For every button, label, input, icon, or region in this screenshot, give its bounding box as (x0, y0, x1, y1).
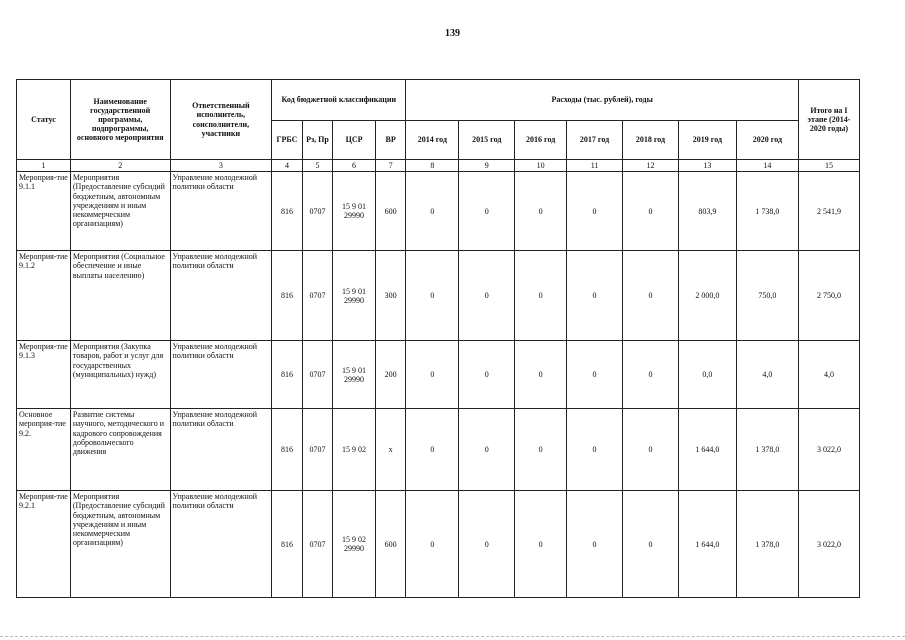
page-number: 139 (445, 28, 460, 39)
row-vr: 200 (375, 341, 406, 409)
header-2015: 2015 год (459, 121, 515, 160)
header-executor: Ответственный исполнитель, соисполнители, участники (170, 80, 272, 160)
row-2014: 0 (406, 409, 459, 491)
row-2019: 0,0 (678, 341, 736, 409)
bottom-divider (0, 636, 905, 637)
row-grbs: 816 (272, 251, 303, 341)
header-name: Наименование государственной программы, подпрограммы, основного мероприятия (70, 80, 170, 160)
header-2018: 2018 год (623, 121, 679, 160)
row-executor: Управление молодежной политики области (170, 341, 272, 409)
row-2016: 0 (515, 409, 567, 491)
column-number: 5 (302, 160, 333, 172)
row-2018: 0 (623, 341, 679, 409)
column-number: 3 (170, 160, 272, 172)
row-2015: 0 (459, 251, 515, 341)
row-total: 3 022,0 (798, 491, 859, 598)
column-number: 6 (333, 160, 376, 172)
row-2014: 0 (406, 341, 459, 409)
table-row (17, 341, 860, 409)
row-rzpr: 0707 (302, 491, 333, 598)
row-total: 4,0 (798, 341, 859, 409)
row-rzpr: 0707 (302, 341, 333, 409)
row-vr: 600 (375, 491, 406, 598)
column-number: 14 (736, 160, 798, 172)
row-2014: 0 (406, 491, 459, 598)
row-total: 2 750,0 (798, 251, 859, 341)
header-total: Итого на I этапе (2014-2020 годы) (798, 80, 859, 160)
row-status: Основное мероприя-тие 9.2. (17, 409, 71, 491)
column-number-row (17, 160, 860, 172)
row-2020: 1 378,0 (736, 491, 798, 598)
row-2017: 0 (567, 409, 623, 491)
column-number: 13 (678, 160, 736, 172)
row-2019: 1 644,0 (678, 409, 736, 491)
row-csr: 15 9 01 29990 (333, 341, 376, 409)
row-executor: Управление молодежной политики области (170, 251, 272, 341)
row-grbs: 816 (272, 409, 303, 491)
header-status: Статус (17, 80, 71, 160)
table-row (17, 172, 860, 251)
row-csr: 15 9 01 29990 (333, 172, 376, 251)
row-total: 3 022,0 (798, 409, 859, 491)
header-budget-code: Код бюджетной классификации (272, 80, 406, 121)
row-2016: 0 (515, 251, 567, 341)
header-vr: ВР (375, 121, 406, 160)
row-name: Мероприятия (Закупка товаров, работ и услуг для государственных (муниципальных) нужд) (70, 341, 170, 409)
column-number: 4 (272, 160, 303, 172)
row-2014: 0 (406, 172, 459, 251)
column-number: 8 (406, 160, 459, 172)
header-2020: 2020 год (736, 121, 798, 160)
column-number: 15 (798, 160, 859, 172)
row-csr: 15 9 02 (333, 409, 376, 491)
row-executor: Управление молодежной политики области (170, 172, 272, 251)
column-number: 10 (515, 160, 567, 172)
row-2018: 0 (623, 409, 679, 491)
row-2016: 0 (515, 341, 567, 409)
row-name: Мероприятия (Предоставление субсидий бюджетным, автономным учреждениям и иным некоммерческим организациям) (70, 491, 170, 598)
header-csr: ЦСР (333, 121, 376, 160)
row-2017: 0 (567, 172, 623, 251)
row-2016: 0 (515, 491, 567, 598)
row-rzpr: 0707 (302, 172, 333, 251)
header-rzpr: Рз, Пр (302, 121, 333, 160)
row-status: Мероприя-тие 9.2.1 (17, 491, 71, 598)
table-row (17, 251, 860, 341)
table-row (17, 491, 860, 598)
row-grbs: 816 (272, 491, 303, 598)
table-row (17, 409, 860, 491)
row-2015: 0 (459, 409, 515, 491)
row-2017: 0 (567, 491, 623, 598)
row-2018: 0 (623, 491, 679, 598)
row-2018: 0 (623, 251, 679, 341)
row-name: Развитие системы научного, методического и кадрового сопровождения добровольческого движения (70, 409, 170, 491)
row-2017: 0 (567, 341, 623, 409)
row-name: Мероприятия (Социальное обеспечение и иные выплаты населению) (70, 251, 170, 341)
row-rzpr: 0707 (302, 409, 333, 491)
row-csr: 15 9 01 29990 (333, 251, 376, 341)
row-2019: 2 000,0 (678, 251, 736, 341)
row-2017: 0 (567, 251, 623, 341)
header-2014: 2014 год (406, 121, 459, 160)
row-csr: 15 9 02 29990 (333, 491, 376, 598)
budget-table (16, 79, 860, 598)
row-2015: 0 (459, 172, 515, 251)
row-2018: 0 (623, 172, 679, 251)
header-2019: 2019 год (678, 121, 736, 160)
row-vr: 600 (375, 172, 406, 251)
row-grbs: 816 (272, 172, 303, 251)
row-vr: х (375, 409, 406, 491)
row-2020: 1 738,0 (736, 172, 798, 251)
header-2017: 2017 год (567, 121, 623, 160)
header-expenses: Расходы (тыс. рублей), годы (406, 80, 798, 121)
row-2015: 0 (459, 341, 515, 409)
row-total: 2 541,9 (798, 172, 859, 251)
column-number: 9 (459, 160, 515, 172)
row-2016: 0 (515, 172, 567, 251)
column-number: 2 (70, 160, 170, 172)
row-2019: 1 644,0 (678, 491, 736, 598)
row-2019: 803,9 (678, 172, 736, 251)
row-grbs: 816 (272, 341, 303, 409)
row-vr: 300 (375, 251, 406, 341)
row-status: Мероприя-тие 9.1.2 (17, 251, 71, 341)
column-number: 7 (375, 160, 406, 172)
column-number: 11 (567, 160, 623, 172)
row-name: Мероприятия (Предоставление субсидий бюджетным, автономным учреждениям и иным некоммерческим организациям) (70, 172, 170, 251)
row-executor: Управление молодежной политики области (170, 409, 272, 491)
row-rzpr: 0707 (302, 251, 333, 341)
row-2020: 4,0 (736, 341, 798, 409)
row-2015: 0 (459, 491, 515, 598)
row-status: Мероприя-тие 9.1.3 (17, 341, 71, 409)
row-status: Мероприя-тие 9.1.1 (17, 172, 71, 251)
column-number: 12 (623, 160, 679, 172)
row-2014: 0 (406, 251, 459, 341)
row-executor: Управление молодежной политики области (170, 491, 272, 598)
column-number: 1 (17, 160, 71, 172)
header-2016: 2016 год (515, 121, 567, 160)
row-2020: 750,0 (736, 251, 798, 341)
header-grbs: ГРБС (272, 121, 303, 160)
row-2020: 1 378,0 (736, 409, 798, 491)
